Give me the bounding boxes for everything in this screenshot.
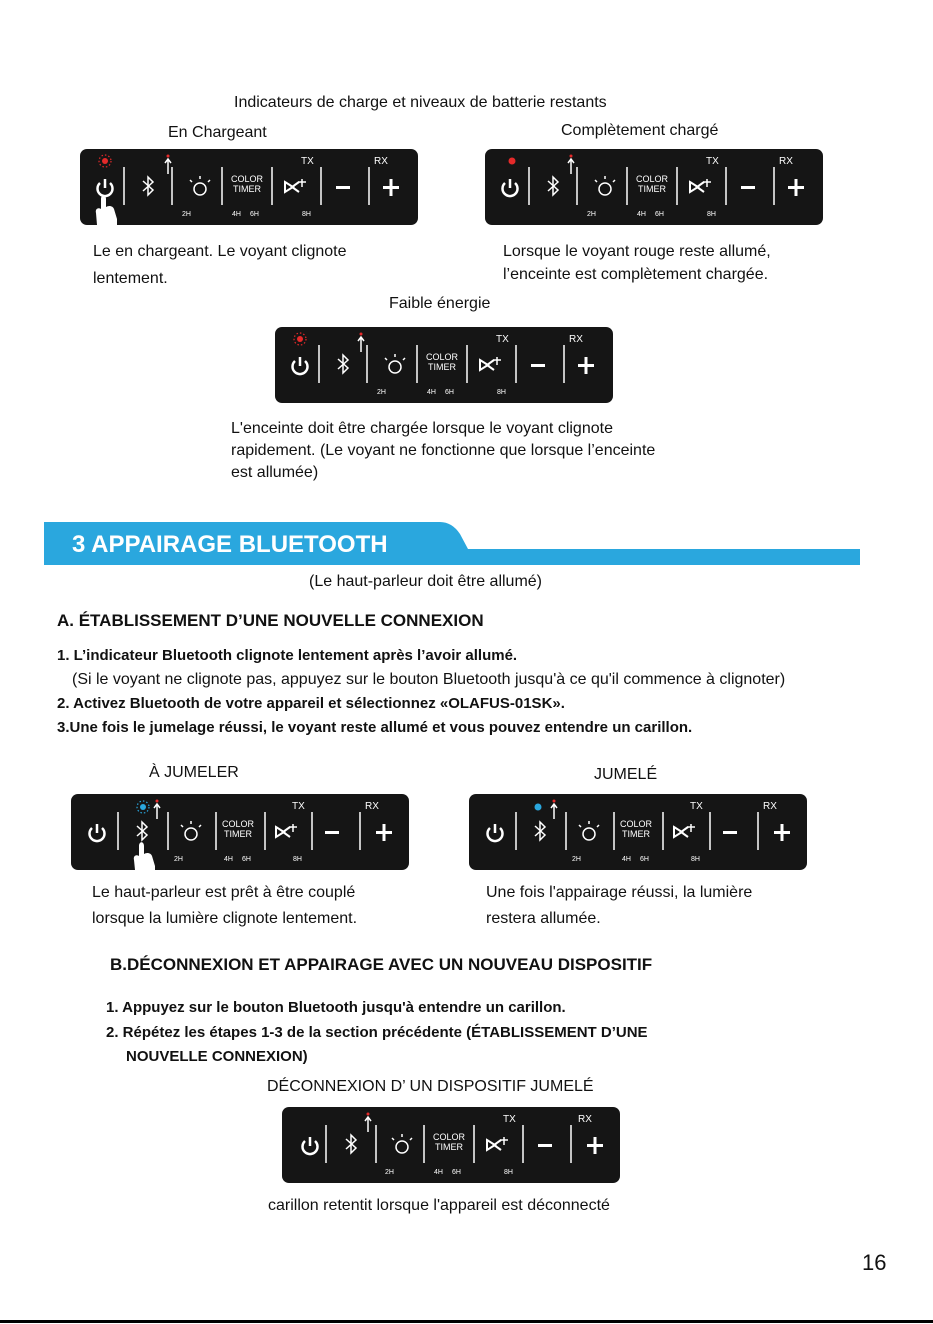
timer-8h-label: 8H — [497, 389, 506, 396]
timer-6h-label: 6H — [445, 389, 454, 396]
timer-4h-label: 4H — [224, 856, 233, 863]
timer-2h-label: 2H — [182, 211, 191, 218]
part-a-step1: 1. L’indicateur Bluetooth clignote lentement après l’avoir allumé. — [57, 647, 518, 664]
control-panel-pairing — [71, 794, 409, 870]
color-label: COLOR — [230, 174, 263, 184]
control-panel-disconnect — [282, 1107, 620, 1183]
timer-6h-label: 6H — [655, 211, 664, 218]
timer-label: TIMER — [224, 829, 252, 839]
timer-4h-label: 4H — [434, 1169, 443, 1176]
color-label: COLOR — [425, 352, 458, 362]
timer-label: TIMER — [233, 184, 261, 194]
charged-title: Complètement chargé — [561, 122, 719, 139]
timer-2h-label: 2H — [385, 1169, 394, 1176]
bottom-rule — [0, 1320, 933, 1323]
charge-heading: Indicateurs de charge et niveaux de batterie restants — [234, 94, 607, 111]
disconnect-desc: carillon retentit lorsque l'appareil est déconnecté — [268, 1197, 610, 1214]
control-panel-charged — [485, 149, 823, 225]
color-label: COLOR — [635, 174, 668, 184]
tx-label: TX — [706, 156, 719, 167]
rx-label: RX — [779, 156, 793, 167]
paired-desc-line2: restera allumée. — [486, 910, 601, 927]
charging-title: En Chargeant — [168, 124, 267, 141]
control-panel-low-power — [275, 327, 613, 403]
timer-8h-label: 8H — [691, 856, 700, 863]
pairing-desc-line2: lorsque la lumière clignote lentement. — [92, 910, 358, 927]
timer-6h-label: 6H — [242, 856, 251, 863]
timer-6h-label: 6H — [452, 1169, 461, 1176]
pairing-title: À JUMELER — [149, 764, 239, 781]
timer-label: TIMER — [428, 362, 456, 372]
tx-label: TX — [292, 801, 305, 812]
hand-pointer-icon — [134, 842, 155, 870]
timer-label: TIMER — [622, 829, 650, 839]
charged-desc-line2: l’enceinte est complètement chargée. — [503, 266, 769, 283]
timer-4h-label: 4H — [427, 389, 436, 396]
tx-label: TX — [503, 1114, 516, 1125]
timer-6h-label: 6H — [640, 856, 649, 863]
low-desc-line1: L'enceinte doit être chargée lorsque le voyant clignote — [231, 420, 613, 437]
charged-desc-line1: Lorsque le voyant rouge reste allumé, — [503, 243, 771, 260]
tx-label: TX — [301, 156, 314, 167]
section-title: 3 APPAIRAGE BLUETOOTH — [72, 531, 388, 558]
tx-label: TX — [690, 801, 703, 812]
page-number: 16 — [862, 1250, 887, 1275]
paired-title: JUMELÉ — [594, 766, 658, 783]
charging-desc-line2: lentement. — [93, 270, 168, 287]
low-desc-line2: rapidement. (Le voyant ne fonctionne que lorsque l’enceinte — [231, 442, 656, 459]
part-a-step3: 3.Une fois le jumelage réussi, le voyant reste allumé et vous pouvez entendre un carillon. — [57, 719, 693, 736]
timer-8h-label: 8H — [293, 856, 302, 863]
rx-label: RX — [374, 156, 388, 167]
rx-label: RX — [578, 1114, 592, 1125]
timer-2h-label: 2H — [587, 211, 596, 218]
part-b-heading: B.DÉCONNEXION ET APPAIRAGE AVEC UN NOUVEAU DISPOSITIF — [110, 955, 653, 974]
timer-2h-label: 2H — [572, 856, 581, 863]
bluetooth-led-solid — [535, 804, 542, 811]
charging-desc-line1: Le en chargeant. Le voyant clignote — [93, 243, 347, 260]
part-b-step2-line2: NOUVELLE CONNEXION) — [126, 1048, 308, 1065]
part-a-step1-note: (Si le voyant ne clignote pas, appuyez sur le bouton Bluetooth jusqu'à ce qu'il commence à clignoter) — [72, 671, 786, 688]
part-a-step2: 2. Activez Bluetooth de votre appareil et sélectionnez «OLAFUS-01SK». — [57, 695, 565, 712]
disconnect-title: DÉCONNEXION D’ UN DISPOSITIF JUMELÉ — [267, 1078, 594, 1095]
timer-2h-label: 2H — [174, 856, 183, 863]
battery-led-fast-blink — [294, 333, 306, 345]
low-power-title: Faible énergie — [389, 295, 491, 312]
timer-8h-label: 8H — [504, 1169, 513, 1176]
timer-8h-label: 8H — [707, 211, 716, 218]
pairing-desc-line1: Le haut-parleur est prêt à être couplé — [92, 884, 356, 901]
part-b-step2-line1: 2. Répétez les étapes 1-3 de la section précédente (ÉTABLISSEMENT D’UNE — [106, 1024, 648, 1041]
control-panel-charging — [80, 149, 418, 225]
battery-led-blinking — [99, 155, 111, 167]
timer-label: TIMER — [638, 184, 666, 194]
part-b-step1: 1. Appuyez sur le bouton Bluetooth jusqu'à entendre un carillon. — [106, 999, 566, 1016]
color-label: COLOR — [432, 1132, 465, 1142]
rx-label: RX — [763, 801, 777, 812]
rx-label: RX — [365, 801, 379, 812]
rx-label: RX — [569, 334, 583, 345]
timer-6h-label: 6H — [250, 211, 259, 218]
section-banner — [0, 522, 933, 568]
hand-pointer-icon — [96, 195, 117, 225]
timer-4h-label: 4H — [622, 856, 631, 863]
part-a-heading: A. ÉTABLISSEMENT D’UNE NOUVELLE CONNEXION — [57, 611, 484, 630]
color-label: COLOR — [221, 819, 254, 829]
bluetooth-led-blinking — [137, 801, 149, 813]
section-subtitle: (Le haut-parleur doit être allumé) — [309, 573, 543, 590]
battery-led-solid — [509, 158, 516, 165]
timer-8h-label: 8H — [302, 211, 311, 218]
color-label: COLOR — [619, 819, 652, 829]
timer-4h-label: 4H — [232, 211, 241, 218]
tx-label: TX — [496, 334, 509, 345]
timer-2h-label: 2H — [377, 389, 386, 396]
timer-label: TIMER — [435, 1142, 463, 1152]
paired-desc-line1: Une fois l'appairage réussi, la lumière — [486, 884, 753, 901]
timer-4h-label: 4H — [637, 211, 646, 218]
control-panel-paired — [469, 794, 807, 870]
low-desc-line3: est allumée) — [231, 464, 319, 481]
